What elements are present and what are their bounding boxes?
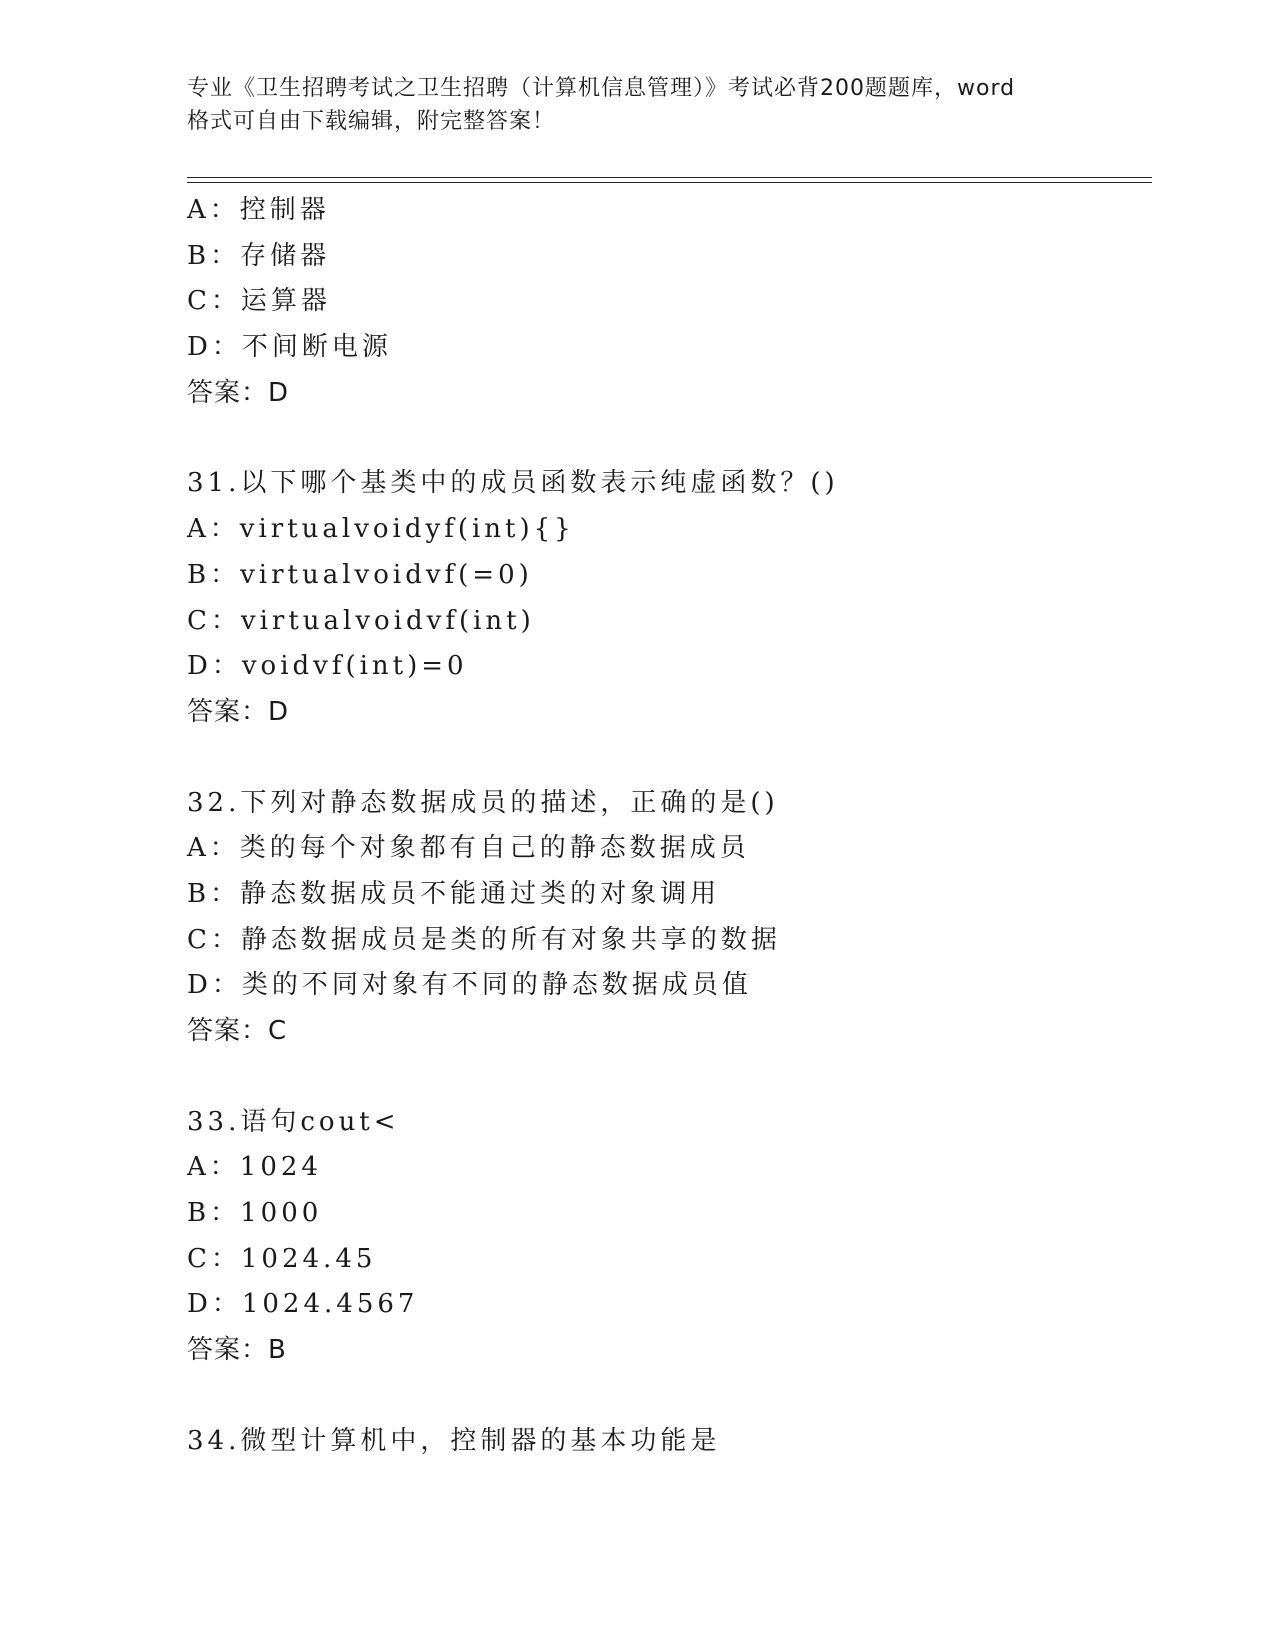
option-d: D：类的不同对象有不同的静态数据成员值 — [187, 970, 752, 1001]
question-block-33 — [187, 1100, 1147, 1374]
option-b: B：静态数据成员不能通过类的对象调用 — [187, 878, 721, 909]
header-line-1: 专业《卫生招聘考试之卫生招聘（计算机信息管理）》考试必背200题题库，word — [187, 76, 1016, 101]
option-b: B：1000 — [187, 1198, 323, 1229]
header-divider-bottom — [187, 182, 1152, 183]
option-c: C：静态数据成员是类的所有对象共享的数据 — [187, 924, 781, 955]
question-block-30 — [187, 188, 1147, 416]
question-text: 32.下列对静态数据成员的描述，正确的是() — [187, 787, 779, 818]
option-d: D：1024.4567 — [187, 1289, 419, 1320]
option-a: A：virtualvoidyf(int){} — [187, 514, 575, 545]
answer-label: 答案：B — [187, 1335, 287, 1366]
answer-label: 答案：C — [187, 1016, 288, 1046]
spacer — [187, 1055, 1147, 1100]
question-block-34 — [187, 1419, 1147, 1465]
spacer — [187, 736, 1147, 781]
header-line-2: 格式可自由下载编辑，附完整答案！ — [187, 109, 556, 134]
spacer — [187, 416, 1147, 461]
spacer — [187, 1374, 1147, 1419]
option-a: A：类的每个对象都有自己的静态数据成员 — [187, 833, 750, 864]
option-c: C：virtualvoidvf(int) — [187, 605, 535, 636]
option-b: B：存储器 — [187, 240, 331, 271]
option-a: A：1024 — [187, 1152, 322, 1183]
question-text: 33.语句cout< — [187, 1106, 400, 1137]
option-d: D：不间断电源 — [187, 332, 392, 363]
question-block-31 — [187, 461, 1147, 735]
option-d: D：voidvf(int)=0 — [187, 651, 468, 682]
option-c: C：1024.45 — [187, 1243, 377, 1274]
question-block-32 — [187, 781, 1147, 1055]
document-header — [187, 72, 1087, 138]
answer-label: 答案：D — [187, 377, 290, 408]
option-a: A：控制器 — [187, 195, 330, 225]
question-text: 34.微型计算机中，控制器的基本功能是 — [187, 1425, 721, 1456]
header-divider-top — [187, 177, 1152, 178]
option-b: B：virtualvoidvf(=0) — [187, 559, 533, 590]
option-c: C：运算器 — [187, 286, 331, 317]
question-list — [187, 188, 1147, 1465]
answer-label: 答案：D — [187, 696, 290, 727]
question-text: 31.以下哪个基类中的成员函数表示纯虚函数？() — [187, 468, 839, 499]
